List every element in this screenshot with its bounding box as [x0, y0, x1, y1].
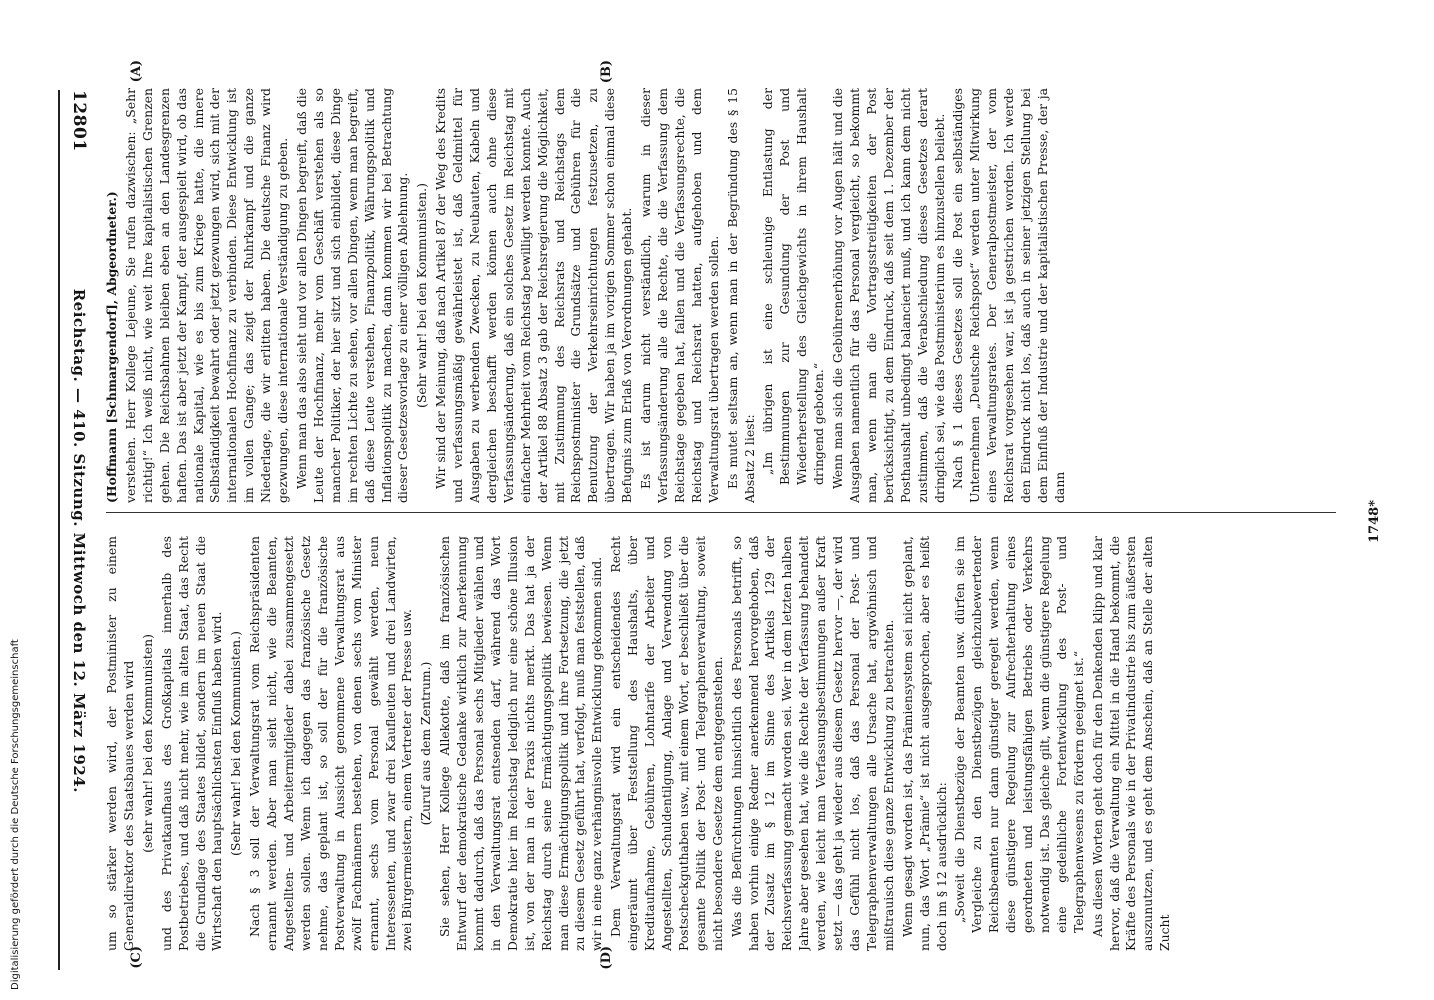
digitization-credit: Digitalisierung gefördert durch die Deutsche Forschungsgemeinschaft [10, 639, 21, 990]
paragraph: Wenn gesagt worden ist, das Prämiensystem sei nicht geplant, nun, das Wort „Prämie“ ist nicht ausgesprochen, aber es heißt doch im § 12 ausdrücklich: [899, 536, 949, 951]
paragraph: Was die Befürchtungen hinsichtlich des Personals betrifft, so haben vorhin einige Redner anerkennend hervorgehoben, daß der Zusatz im § 12 im Sinne des Artikels 129 der Reichsverfassung gemacht worden sei. Wer in dem letzten halben Jahre aber gesehen hat, wie die Rechte der Verfassung behandelt werden, wie leicht man Verfassungsbestimmungen außer Kraft setzt — das geht ja wieder aus diesem Gesetz hervor —, der wird das Gefühl nicht los, daß das Personal der Post- und Telegraphenverwaltungen alle Ursache hat, argwöhnisch und mißtrauisch diese ganze Entwicklung zu betrachten. [728, 536, 896, 951]
paragraph: Wenn man das also sieht und vor allen Dingen begreift, daß die Leute der Hochfinanz, mehr vom Geschäft verstehen als so mancher Politiker, der hier sitzt und sich einbildet, diese Dinge im rechten Lichte zu sehen, vor allen Dingen, wenn man begreift, daß diese Leute verstehen, Finanzpolitik, Währungspolitik und Inflationspolitik zu machen, dann kommen wir bei Betrachtung dieser Gesetzesvorlage zu einer völligen Ablehnung. [293, 88, 411, 503]
interjection: (Sehr wahr! bei den Kommunisten.) [414, 183, 430, 408]
right-column [104, 536, 1344, 951]
left-column [104, 88, 1344, 503]
column-divider [106, 512, 1336, 513]
paragraph: verstehen. Herr Kollege Lejeune, Sie rufen dazwischen: „Sehr richtig!“ Ich weiß nicht, wie weit Ihre kapitalistischen Grenzen gehen. Die Reichsbahnen bleiben eben an den Landesgrenzen haften. Das ist aber jetzt der Kampf, der ausgespielt wird, ob das nationale Kapital, wie es bis zum Kriege hatte, die innere Selbständigkeit bewahrt oder jetzt gezwungen wird, sich mit der internationalen Hochfinanz zu verbinden. Diese Entwicklung ist im vollen Gange; das zeigt der Ruhrkampf und die ganze Niederlage, die wir erlitten haben. Die deutsche Finanz wird gezwungen, diese internationale Verständigung zu geben. [122, 88, 291, 503]
running-header [58, 90, 98, 970]
paragraph: Es ist darum nicht verständlich, warum in dieser Verfassungsänderung alle die Rechte, die die Verfassung dem Reichstage gegeben hat, fallen und die Verfassungsrechte, die Reichstag und Reichsrat hatten, aufgehoben und dem Verwaltungsrat übertragen werden sollen. [638, 88, 721, 503]
paragraph: um so stärker werden wird, der Postminister zu einem Generaldirektor des Staatsbaues werden wird [104, 536, 136, 951]
paragraph: Nach § 1 dieses Gesetzes soll die Post ein selbständiges Unternehmen „Deutsche Reichspost“ werden unter Mitwirkung eines Verwaltungsrates. Der Generalpostmeister, der vom Reichsrat vorgesehen war, ist ja gestrichen worden. Ich werde den Eindruck nicht los, daß auch in seiner jetzigen Stellung bei dem Einfluß der Industrie und der kapitalistischen Presse, der ja dann [950, 88, 1067, 503]
paragraph: Aus diesen Worten geht doch für den Denkenden klipp und klar hervor, daß die Verwaltung ein Mittel in die Hand bekommt, die Kräfte des Personals wie in der Privatindustrie bis zum äußersten auszunutzen, und es geht dem Anschein, daß an Stelle der alten Zucht [1089, 536, 1173, 951]
margin-marker-d: (D) [599, 946, 614, 970]
quotation: „Im übrigen ist eine schleunige Entlastung der Bestimmungen zur Gesundung der Post und Wiederherstellung des Gleichgewichts in ihrem Haushalt dringend geboten.“ [760, 88, 827, 485]
paragraph: Sie sehen, Herr Kollege Allekotte, daß im französischen Entwurf der demokratische Gedanke wirklich zur Anerkennung kommt dadurch, daß das Personal sechs Mitglieder wählen und in den Verwaltungsrat entsenden darf, während das Wort Demokratie hier im Reichstag lediglich nur eine schöne Illusion ist, von der man in der Praxis nichts merkt. Das hat ja der Reichstag durch seine Ermächtigungspolitik bewiesen. Wenn man diese Ermächtigungspolitik und ihre Fortsetzung, die jetzt zu diesem Gesetz geführt hat, verfolgt, muß man feststellen, daß wir in eine ganz verhängnisvolle Entwicklung gekommen sind. [437, 536, 605, 951]
paragraph: Es mutet seltsam an, wenn man in der Begründung des § 15 Absatz 2 liest: [724, 88, 757, 503]
page-number: 12801 [69, 90, 89, 152]
interjection: (sehr wahr! bei den Kommunisten) [139, 634, 155, 853]
margin-marker-a: (A) [129, 60, 144, 83]
interjection: (Zuruf aus dem Zentrum.) [418, 661, 434, 826]
interjection: (Sehr wahr! bei den Kommunisten.) [228, 631, 244, 856]
paragraph: und des Privatkaufhaus des Großkapitals innerhalb des Postbetriebes, und daß nicht mehr, wie im alten Staat, das Recht die Grundlage des Staates bildet, sondern im neuen Staat die Wirtschaft den hauptsächlichsten Einfluß haben wird. [158, 536, 225, 951]
speaker-line: (Hoffmann [Schmargendorf], Abgeordneter.) [104, 191, 119, 503]
margin-marker-c: (C) [129, 946, 144, 969]
margin-marker-b: (B) [599, 60, 614, 84]
paragraph: Wir sind der Meinung, daß nach Artikel 87 der Weg des Kredits und verfassungsmäßig gewährleistet ist, daß Geldmittel für Ausgaben zu werbenden Zwecken, zu Neubauten, Kabeln und dergleichen beschafft werden können auch ohne diese Verfassungsänderung, daß ein solches Gesetz im Reichstag mit einfacher Mehrheit vom Reichstag bewilligt werden konnte. Auch der Artikel 88 Absatz 3 gab der Reichsregierung die Möglichkeit, mit Zustimmung des Reichsrats und Reichstags dem Reichspostminister die Grundsätze und Gebühren für die Benutzung der Verkehrseinrichtungen festzusetzen, zu übertragen. Wir haben ja im vorigen Sommer schon einmal diese Befugnis zum Erlaß von Verordnungen gehabt. [433, 88, 635, 503]
running-title: Reichstag. — 410. Sitzung. Mittwoch den 12. März 1924. [70, 288, 88, 793]
paragraph: Nach § 3 soll der Verwaltungsrat vom Reichspräsidenten ernannt werden. Aber man sieht nicht, wie die Beamten, Angestellten- und Arbeitermitglieder dabei zusammengesetzt werden sollen. Wenn ich dagegen das französische Gesetz nehme, das geplant ist, so soll der für die französische Postverwaltung in Aussicht genommene Verwaltungsrat aus zwölf Fachmännern bestehen, von denen sechs vom Minister ernannt, sechs vom Personal gewählt werden, neun Interessenten, und zwar drei Kaufleuten und drei Landwirten, zwei Bürgermeistern, einem Vertreter der Presse usw. [247, 536, 415, 951]
sheet-number: 1748* [1367, 500, 1382, 543]
paragraph: Wenn man sich die Gebührenerhöhung vor Augen hält und die Ausgaben namentlich für das Personal vergleicht, so bekommt man, wenn man die Vortragsstreitigkeiten der Post berücksichtigt, zu dem Eindruck, daß seit dem 1. Dezember der Posthaushalt unbedingt balanciert muß, und ich kann dem nicht zustimmen, daß die Verabschiedung dieses Gesetzes derart dringlich sei, wie das Postministerium es hinzustellen beliebt. [830, 88, 947, 503]
quotation: „Soweit die Dienstbezüge der Beamten usw. dürfen sie im Vergleiche zu den Dienstbezügen gleichzubewertender Reichsbeamten nur dann günstiger geregelt werden, wenn diese günstigere Regelung zur Aufrechterhaltung eines geordneten und leistungsfähigen Betriebs oder Verkehrs notwendig ist. Das gleiche gilt, wenn die günstigere Regelung eine gedeihliche Fortentwicklung des Post- und Telegraphenwesens zu fördern geeignet ist.“ [952, 536, 1086, 933]
paragraph: Dem Verwaltungsrat wird ein entscheidendes Recht eingeräumt über Feststellung des Haushalts, über Kreditaufnahme, Gebühren, Lohntarife der Arbeiter und Angestellten, Schuldentilgung, Anlage und Verwendung von Postscheckguthaben usw., mit einem Wort, er beschließt über die gesamte Politik der Post- und Telegraphenverwaltung, soweit nicht besondere Gesetze dem entgegenstehen. [608, 536, 725, 951]
